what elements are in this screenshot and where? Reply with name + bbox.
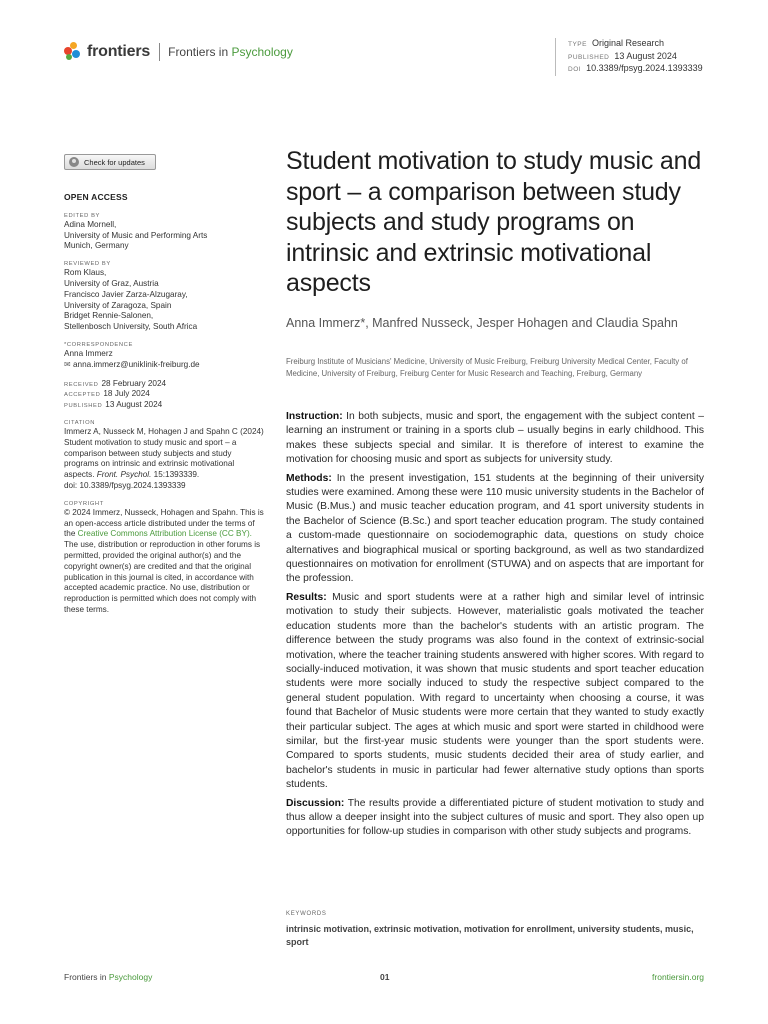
edited-by-section: EDITED BY Adina Mornell, University of Music and Performing Arts Munich, Germany [64, 212, 208, 251]
abstract-discussion: Discussion: The results provide a differentiated picture of student motivation to study and thus allow a deeper insight into the subject cultures of music and sport. They also open up opportunities for follow-up studies in comparison with other study subjects and programs. [286, 797, 704, 838]
abstract-results: Results: Music and sport students were at a rather high and similar level of intrinsic motivation to study their subjects. However, materialistic goals motivated the teacher education students more than the bachelor's students with an artistic program. The difference between the study programs was also found in the context of extrinsic-social motivation, where the teacher training students answered with higher scores. With regard to socially-induced motivation, it was shown that music students and sport teacher education students were more socially induced to study the respective subject compared to the general student population. With regard to uncertainty when choosing a course, it was found that Bachelor of Music students were more certain that they wanted to study exactly their particular subject. The ages at which music and sport were started in childhood were similar, but the first-year music students were younger than the sport students were. Compared to sports students, music students decided their area of study earlier, and bachelor's students in music in particular had fewer alternative study options than sports students. [286, 591, 704, 791]
email-icon: ✉ [64, 359, 71, 369]
article-authors: Anna Immerz*, Manfred Nusseck, Jesper Hohagen and Claudia Spahn [286, 316, 678, 330]
abstract-methods: Methods: In the present investigation, 151 students at the beginning of their university studies were examined. Among these were 110 music university students in the Bachelor of Music (B.Mus.) and music teacher education program, and 41 sport university students in the Bachelor of Science (B.Sc.) and sport teacher education program. The study contained a custom-made questionnaire on sociodemographic data, questions on study choice alternatives and biographical musical or sporting background, as well as two standardized questionnaires on motivation for enrollment (STUWA) and on aspects that are important for the profession. [286, 472, 704, 585]
journal-name: Frontiers in Psychology [168, 45, 293, 59]
check-updates-label: Check for updates [84, 157, 145, 167]
open-access-label: OPEN ACCESS [64, 192, 128, 202]
meta-type: TYPE Original Research [568, 38, 665, 48]
copyright-section: COPYRIGHT © 2024 Immerz, Nusseck, Hohagen and Spahn. This is an open-access article distributed under the terms of the Creative Commons Attribution License (CC BY). The use, distribution or reproduction in other forums is permitted, provided the original author(s) and the copyright owner(s) are credited and that the original publication in this journal is cited, in accordance with accepted academic practice. No use, distribution or reproduction is permitted which does not comply with these terms. [64, 500, 264, 614]
frontiers-logo-icon [63, 42, 83, 62]
logo-divider [159, 43, 160, 61]
keywords: intrinsic motivation, extrinsic motivation, motivation for enrollment, university students, music, sport [286, 924, 694, 947]
correspondence-section: *CORRESPONDENCE Anna Immerz ✉ anna.immerz@uniklinik-freiburg.de [64, 341, 200, 369]
meta-published: PUBLISHED 13 August 2024 [568, 50, 677, 61]
dates-section: RECEIVED 28 February 2024 ACCEPTED 18 July 2024 PUBLISHED 13 August 2024 [64, 378, 167, 410]
article-title: Student motivation to study music and sport – a comparison between study subjects and study programs on intrinsic and extrinsic motivational aspects [286, 147, 702, 297]
article-affiliation: Freiburg Institute of Musicians' Medicine, University of Music Freiburg, Freiburg University Medical Center, Faculty of Medicine, University of Freiburg, Freiburg Center for Music Research and Teaching, Freiburg, Germany [286, 357, 688, 378]
reviewed-by-section: REVIEWED BY Rom Klaus, University of Graz, Austria Francisco Javier Zarza-Alzugaray, University of Zaragoza, Spain Bridget Rennie-Salonen, Stellenbosch University, South Africa [64, 261, 198, 332]
page-number: 01 [380, 972, 390, 982]
sidebar [64, 192, 264, 624]
meta-doi: DOI 10.3389/fpsyg.2024.1393339 [568, 63, 703, 73]
logo-text: frontiers [87, 43, 151, 60]
cc-by-license-link[interactable]: Creative Commons Attribution License (CC BY). [77, 529, 252, 539]
keywords-label: KEYWORDS [286, 911, 327, 917]
footer-journal: Frontiers in Psychology [64, 972, 153, 982]
citation-section: CITATION Immerz A, Nusseck M, Hohagen J and Spahn C (2024) Student motivation to study music and sport – a comparison between study subjects and study programs on intrinsic and extrinsic motivational aspects. Front. Psychol. 15:1393339. doi: 10.3389/fpsyg.2024.1393339 [64, 419, 264, 490]
correspondence-email-link[interactable]: anna.immerz@uniklinik-freiburg.de [72, 359, 200, 369]
abstract [286, 410, 704, 844]
check-for-updates-button[interactable] [64, 154, 156, 170]
abstract-instruction: Instruction: In both subjects, music and sport, the engagement with the subject content – learning an instrument or training in a sports club – usually begins in early childhood. This makes these subjects special and similar. It is therefore of interest to examine the motivation for choosing music and sport as subjects for university study. [286, 411, 704, 466]
check-updates-icon [69, 157, 79, 167]
footer-site-link[interactable]: frontiersin.org [652, 972, 704, 982]
frontiers-logo[interactable] [63, 41, 293, 63]
article-meta [555, 38, 703, 76]
citation-doi-link[interactable]: doi: 10.3389/fpsyg.2024.1393339 [64, 480, 186, 490]
